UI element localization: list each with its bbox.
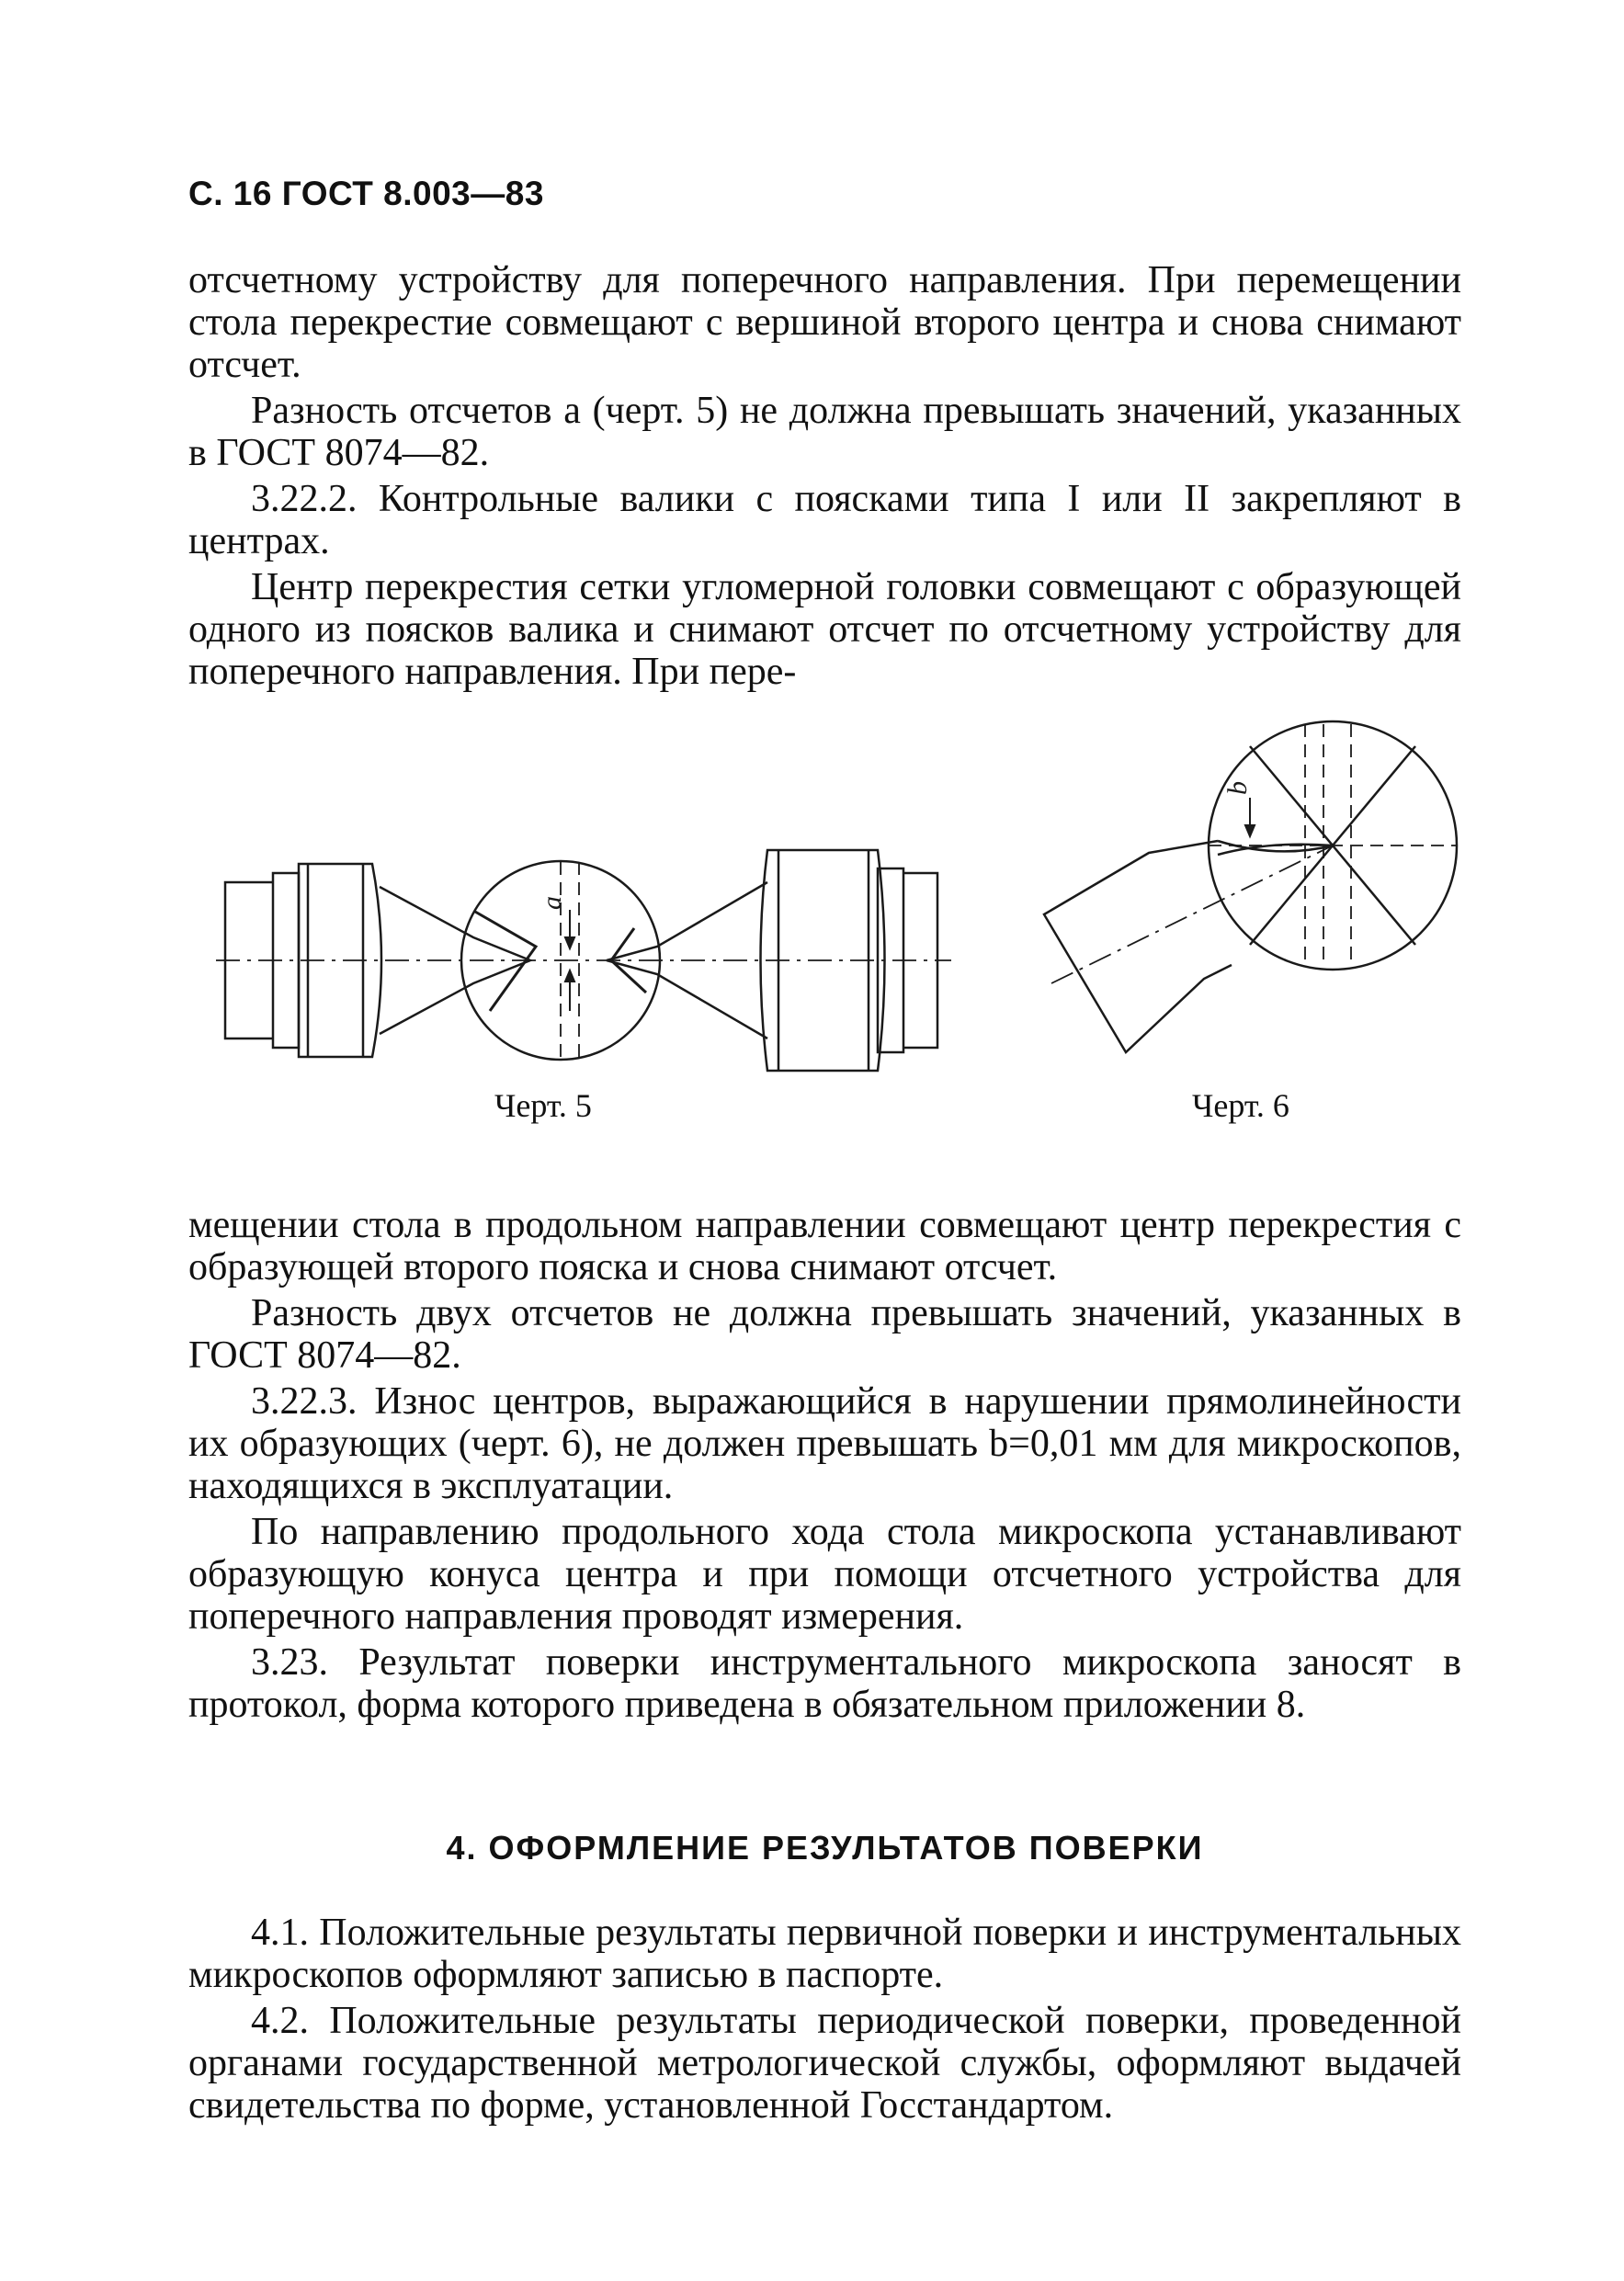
dimension-label-a: a — [537, 896, 567, 910]
section-title: 4. ОФОРМЛЕНИЕ РЕЗУЛЬТАТОВ ПОВЕРКИ — [446, 1829, 1204, 1867]
paragraph: 3.22.3. Износ центров, выражающийся в нарушении прямолинейности их образующих (черт. 6), не должен превышать b=0,01 мм для микроскопов, находящихся в эксплуатации. — [188, 1380, 1461, 1507]
paragraph: мещении стола в продольном направлении совмещают центр перекрестия с образующей второго пояска и снова снимают отсчет. — [188, 1204, 1461, 1288]
paragraph: 3.23. Результат поверки инструментального микроскопа заносят в протокол, форма которого приведена в обязательном приложении 8. — [188, 1641, 1461, 1726]
figure-5-drawing — [216, 809, 951, 1112]
bottom-text-block — [188, 1204, 1461, 1726]
figure-6-caption: Черт. 6 — [1192, 1087, 1289, 1124]
figure-6-drawing — [1029, 717, 1471, 1084]
top-text-block — [188, 259, 1461, 693]
paragraph: Разность двух отсчетов не должна превышать значений, указанных в ГОСТ 8074—82. — [188, 1292, 1461, 1377]
paragraph: 3.22.2. Контрольные валики с поясками типа I или II закрепляют в центрах. — [188, 478, 1461, 562]
paragraph: Центр перекрестия сетки угломерной головки совмещают с образующей одного из поясков валика и снимают отсчет по отсчетному устройству для поперечного направления. При пере- — [188, 566, 1461, 693]
paragraph: Разность отсчетов a (черт. 5) не должна превышать значений, указанных в ГОСТ 8074—82. — [188, 390, 1461, 474]
dimension-label-b: b — [1222, 781, 1253, 795]
section-text-block — [188, 1912, 1461, 2127]
paragraph: 4.1. Положительные результаты первичной поверки и инструментальных микроскопов оформляют записью в паспорте. — [188, 1912, 1461, 1996]
figure-5-caption: Черт. 5 — [494, 1087, 592, 1124]
paragraph: 4.2. Положительные результаты периодической поверки, проведенной органами государственной метрологической службы, оформляют выдачей свидетельства по форме, установленной Госстандартом. — [188, 2000, 1461, 2127]
paragraph: отсчетному устройству для поперечного направления. При перемещении стола перекрестие совмещают с вершиной второго центра и снова снимают отсчет. — [188, 259, 1461, 386]
page-header: С. 16 ГОСТ 8.003—83 — [188, 175, 544, 212]
paragraph: По направлению продольного хода стола микроскопа устанавливают образующую конуса центра и при помощи отсчетного устройства для поперечного направления проводят измерения. — [188, 1511, 1461, 1638]
